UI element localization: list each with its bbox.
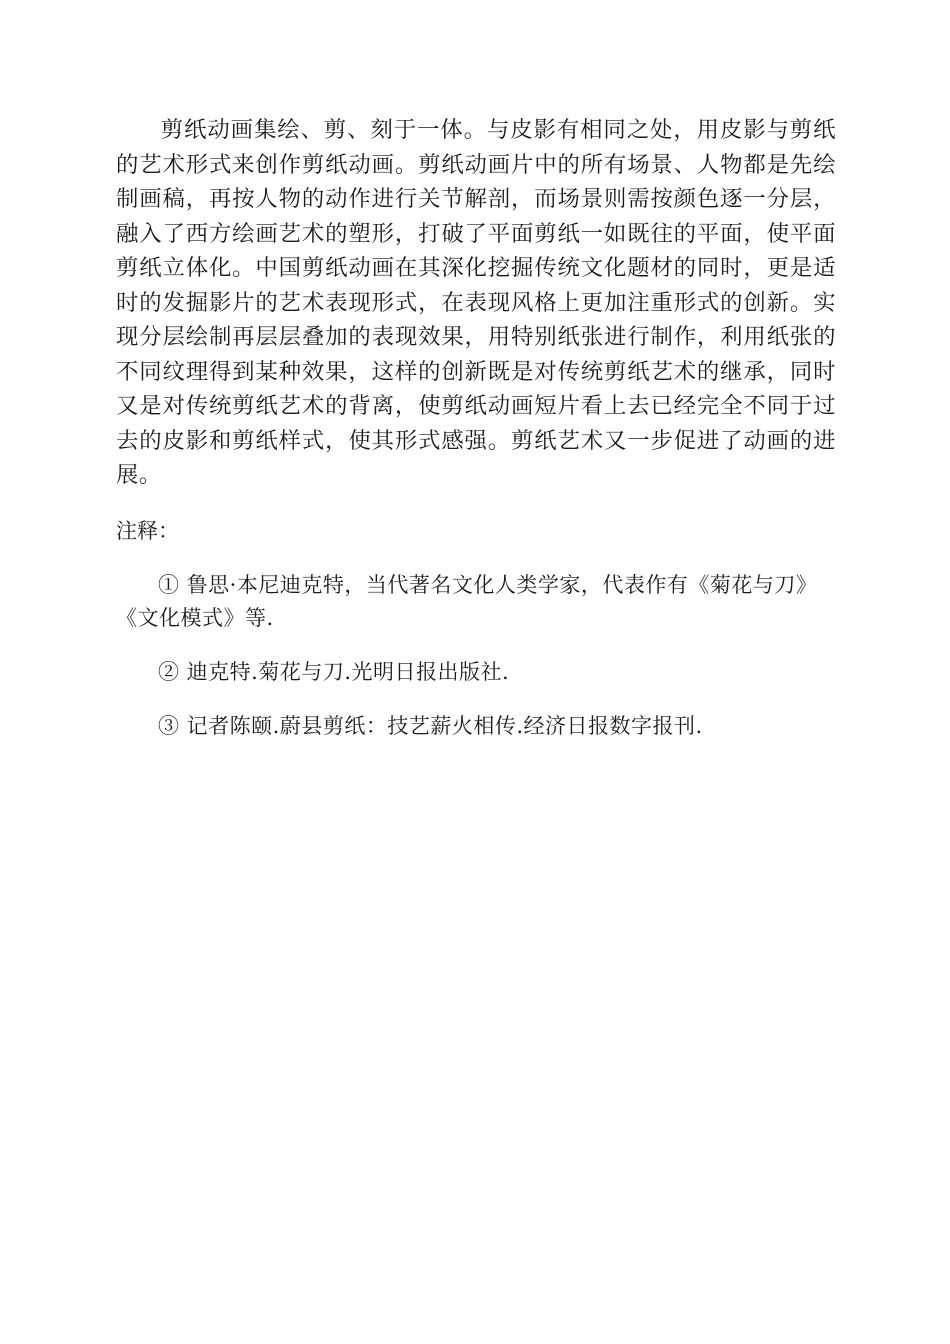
note-text: 鲁思·本尼迪克特，当代著名文化人类学家，代表作有《菊花与刀》《文化模式》等.	[116, 572, 818, 630]
note-marker: ①	[158, 572, 180, 597]
note-text: 迪克特.菊花与刀.光明日报出版社.	[179, 659, 510, 684]
note-item-3	[116, 710, 836, 743]
notes-heading: 注释：	[116, 518, 179, 543]
main-paragraph: 剪纸动画集绘、剪、刻于一体。与皮影有相同之处，用皮影与剪纸的艺术形式来创作剪纸动画。剪纸动画片中的所有场景、人物都是先绘制画稿，再按人物的动作进行关节解剖，而场景则需按颜色逐一分层，融入了西方绘画艺术的塑形，打破了平面剪纸一如既往的平面，使平面剪纸立体化。中国剪纸动画在其深化挖掘传统文化题材的同时，更是适时的发掘影片的艺术表现形式，在表现风格上更加注重形式的创新。实现分层绘制再层层叠加的表现效果，用特别纸张进行制作，利用纸张的不同纹理得到某种效果，这样的创新既是对传统剪纸艺术的继承，同时又是对传统剪纸艺术的背离，使剪纸动画短片看上去已经完全不同于过去的皮影和剪纸样式，使其形式感强。剪纸艺术又一步促进了动画的进展。	[116, 117, 836, 488]
document-body	[116, 113, 836, 743]
note-marker: ③	[158, 713, 180, 738]
note-marker: ②	[158, 659, 180, 684]
note-text: 记者陈颐.蔚县剪纸：技艺薪火相传.经济日报数字报刊.	[179, 713, 703, 738]
note-item-1	[116, 569, 836, 635]
note-item-2	[116, 656, 836, 689]
